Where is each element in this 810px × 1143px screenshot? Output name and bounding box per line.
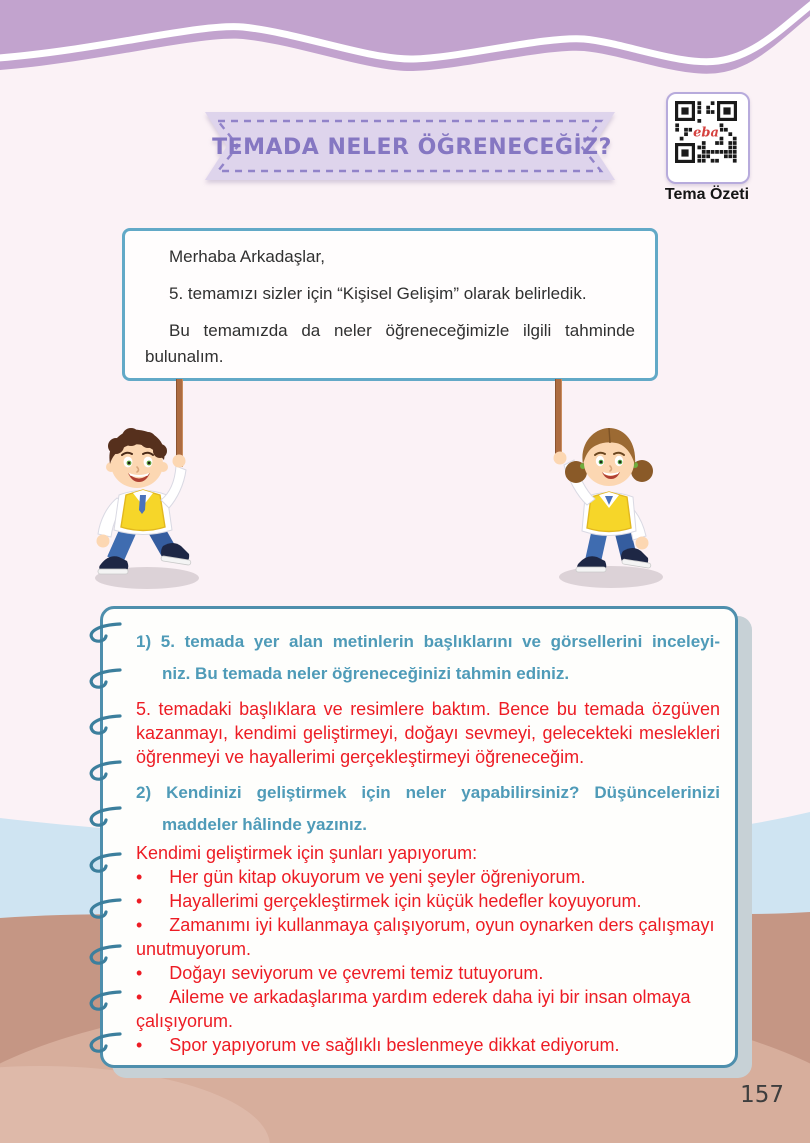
answer-2-line: • Aileme ve arkadaşlarıma yardım ederek daha iyi bir insan olmaya bbox=[136, 987, 691, 1007]
answer-1: 5. temadaki başlıklara ve resimlere baktım. Bence bu temada özgüven kazanmayı, kendimi geliştirmeyi, doğayı sevmeyi, gelecekteki meslekleri öğrenmeyi ve hayallerimi gerçekleştirmeyi öğreneceğim. bbox=[136, 699, 720, 767]
notebook-content bbox=[136, 626, 720, 1057]
answer-2-line: • Zamanımı iyi kullanmaya çalışıyorum, oyun oynarken ders çalışmayı bbox=[136, 915, 715, 935]
speech-box bbox=[122, 228, 658, 381]
answer-2-line: • Hayallerimi gerçekleştirmek için küçük hedefler koyuyorum. bbox=[136, 891, 642, 911]
answer-2-intro: Kendimi geliştirmek için şunları yapıyorum: bbox=[136, 843, 478, 863]
spiral-binding bbox=[86, 618, 128, 1058]
answer-2-line: • Her gün kitap okuyorum ve yeni şeyler öğreniyorum. bbox=[136, 867, 586, 887]
answer-2-line: • Spor yapıyorum ve sağlıklı beslenmeye dikkat ediyorum. bbox=[136, 1035, 620, 1055]
speech-line-3: Bu temamızda da neler öğreneceğimizle ilgili tahminde bulunalım. bbox=[145, 321, 635, 366]
girl-illustration bbox=[523, 403, 703, 593]
theme-title-banner bbox=[203, 110, 617, 182]
answer-2-line: unutmuyorum. bbox=[136, 939, 252, 959]
top-wave-decoration bbox=[0, 0, 810, 85]
boy-illustration bbox=[85, 400, 265, 595]
speech-line-2: 5. temamızı sizler için “Kişisel Gelişim” olarak belirledik. bbox=[169, 284, 587, 303]
speech-line-1: Merhaba Arkadaşlar, bbox=[169, 247, 325, 266]
eba-logo: eba bbox=[693, 125, 719, 141]
question-1-line-1: 1) 5. temada yer alan metinlerin başlıklarını ve görsellerini inceleyi- bbox=[136, 632, 720, 651]
question-2-line-1: 2) Kendinizi geliştirmek için neler yapabilirsiniz? Düşüncelerinizi bbox=[136, 783, 720, 802]
page-title: TEMADA NELER ÖĞRENECEĞİZ? bbox=[212, 135, 612, 160]
qr-code bbox=[666, 92, 750, 184]
qr-label: Tema Özeti bbox=[664, 186, 750, 203]
page-number: 157 bbox=[740, 1082, 784, 1108]
qr-code-icon bbox=[675, 101, 737, 171]
question-1-line-2: niz. Bu temada neler öğreneceğinizi tahmin ediniz. bbox=[162, 664, 570, 683]
question-2-line-2: maddeler hâlinde yazınız. bbox=[162, 815, 368, 834]
answer-2-line: çalışıyorum. bbox=[136, 1011, 234, 1031]
answer-2-line: • Doğayı seviyorum ve çevremi temiz tutuyorum. bbox=[136, 963, 544, 983]
